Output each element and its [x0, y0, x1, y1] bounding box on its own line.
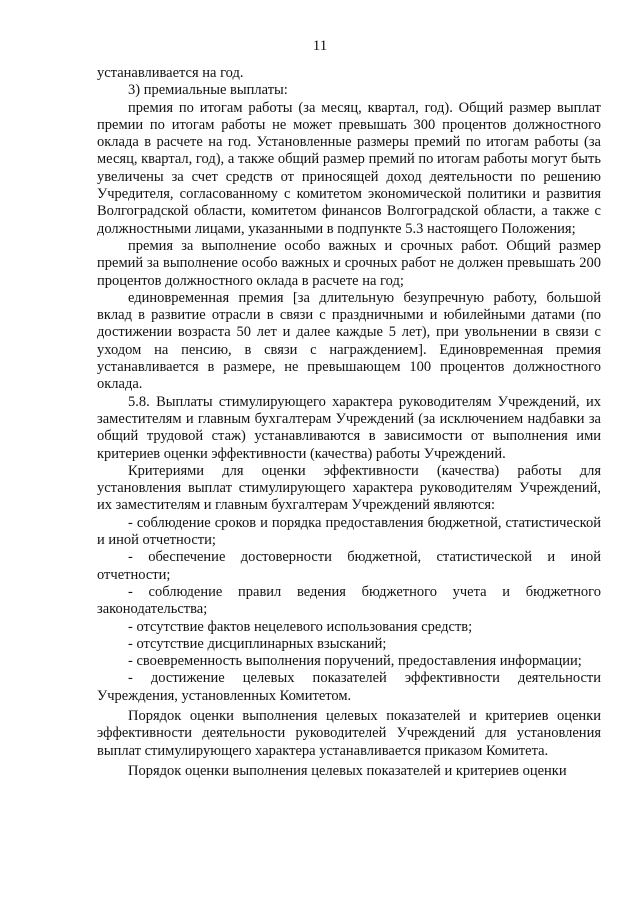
- paragraph-performance-bonus: премия по итогам работы (за месяц, квартал, год). Общий размер выплат премии по итогам работы не может превышать 300 процентов должностного оклада в расчете на год. Установленные размеры премий по итогам работы (за месяц, квартал, год), а также общий размер премий по итогам работы могут быть увеличены за счет средств от приносящей доход деятельности по решению Учредителя, согласованному с комитетом экономической политики и развития Волгоградской области, комитетом финансов Волгоградской области, а также с должностными лицами, указанными в подпункте 5.3 настоящего Положения;: [97, 99, 601, 237]
- criteria-list-item: - обеспечение достоверности бюджетной, статистической и иной отчетности;: [97, 549, 601, 583]
- criteria-list-item: - отсутствие фактов нецелевого использования средств;: [128, 618, 473, 635]
- paragraph-evaluation-procedure-continued: Порядок оценки выполнения целевых показателей и критериев оценки: [128, 762, 567, 779]
- paragraph-evaluation-procedure: Порядок оценки выполнения целевых показателей и критериев оценки эффективности деятельности руководителей Учреждений для установления выплат стимулирующего характера устанавливается приказом Комитета.: [97, 707, 601, 759]
- page-number: 11: [312, 38, 328, 54]
- criteria-list-item: - достижение целевых показателей эффективности деятельности Учреждения, установленных Комитетом.: [97, 670, 601, 704]
- criteria-list-item: - отсутствие дисциплинарных взысканий;: [128, 635, 387, 652]
- paragraph-premium-heading: 3) премиальные выплаты:: [128, 82, 288, 99]
- paragraph-section-5-8: 5.8. Выплаты стимулирующего характера руководителям Учреждений, их заместителям и главным бухгалтерам Учреждений (за исключением надбавки за общий трудовой стаж) устанавливаются в зависимости от выполнения ими критериев оценки эффективности (качества) работы Учреждений.: [97, 393, 601, 462]
- criteria-list-item: - соблюдение сроков и порядка предоставления бюджетной, статистической и иной отчетности;: [97, 514, 601, 549]
- criteria-list-item: - своевременность выполнения поручений, предоставления информации;: [128, 653, 582, 670]
- paragraph-one-time-bonus: единовременная премия [за длительную безупречную работу, большой вклад в развитие отрасли в связи с праздничными и юбилейными датами (по достижении возраста 50 лет и далее каждые 5 лет), при увольнении в связи с уходом на пенсию, в связи с награждением]. Единовременная премия устанавливается в размере, не превышающем 100 процентов должностного оклада.: [97, 289, 601, 393]
- document-body: [97, 65, 601, 780]
- paragraph-continuation: устанавливается на год.: [97, 65, 244, 81]
- paragraph-criteria-intro: Критериями для оценки эффективности (качества) работы для установления выплат стимулирующего характера руководителям Учреждений, их заместителям и главным бухгалтерам Учреждений являются:: [97, 462, 601, 514]
- criteria-list-item: - соблюдение правил ведения бюджетного учета и бюджетного законодательства;: [97, 583, 601, 618]
- paragraph-urgent-work-bonus: премия за выполнение особо важных и срочных работ. Общий размер премий за выполнение особо важных и срочных работ не должен превышать 200 процентов должностного оклада в расчете на год;: [97, 237, 601, 289]
